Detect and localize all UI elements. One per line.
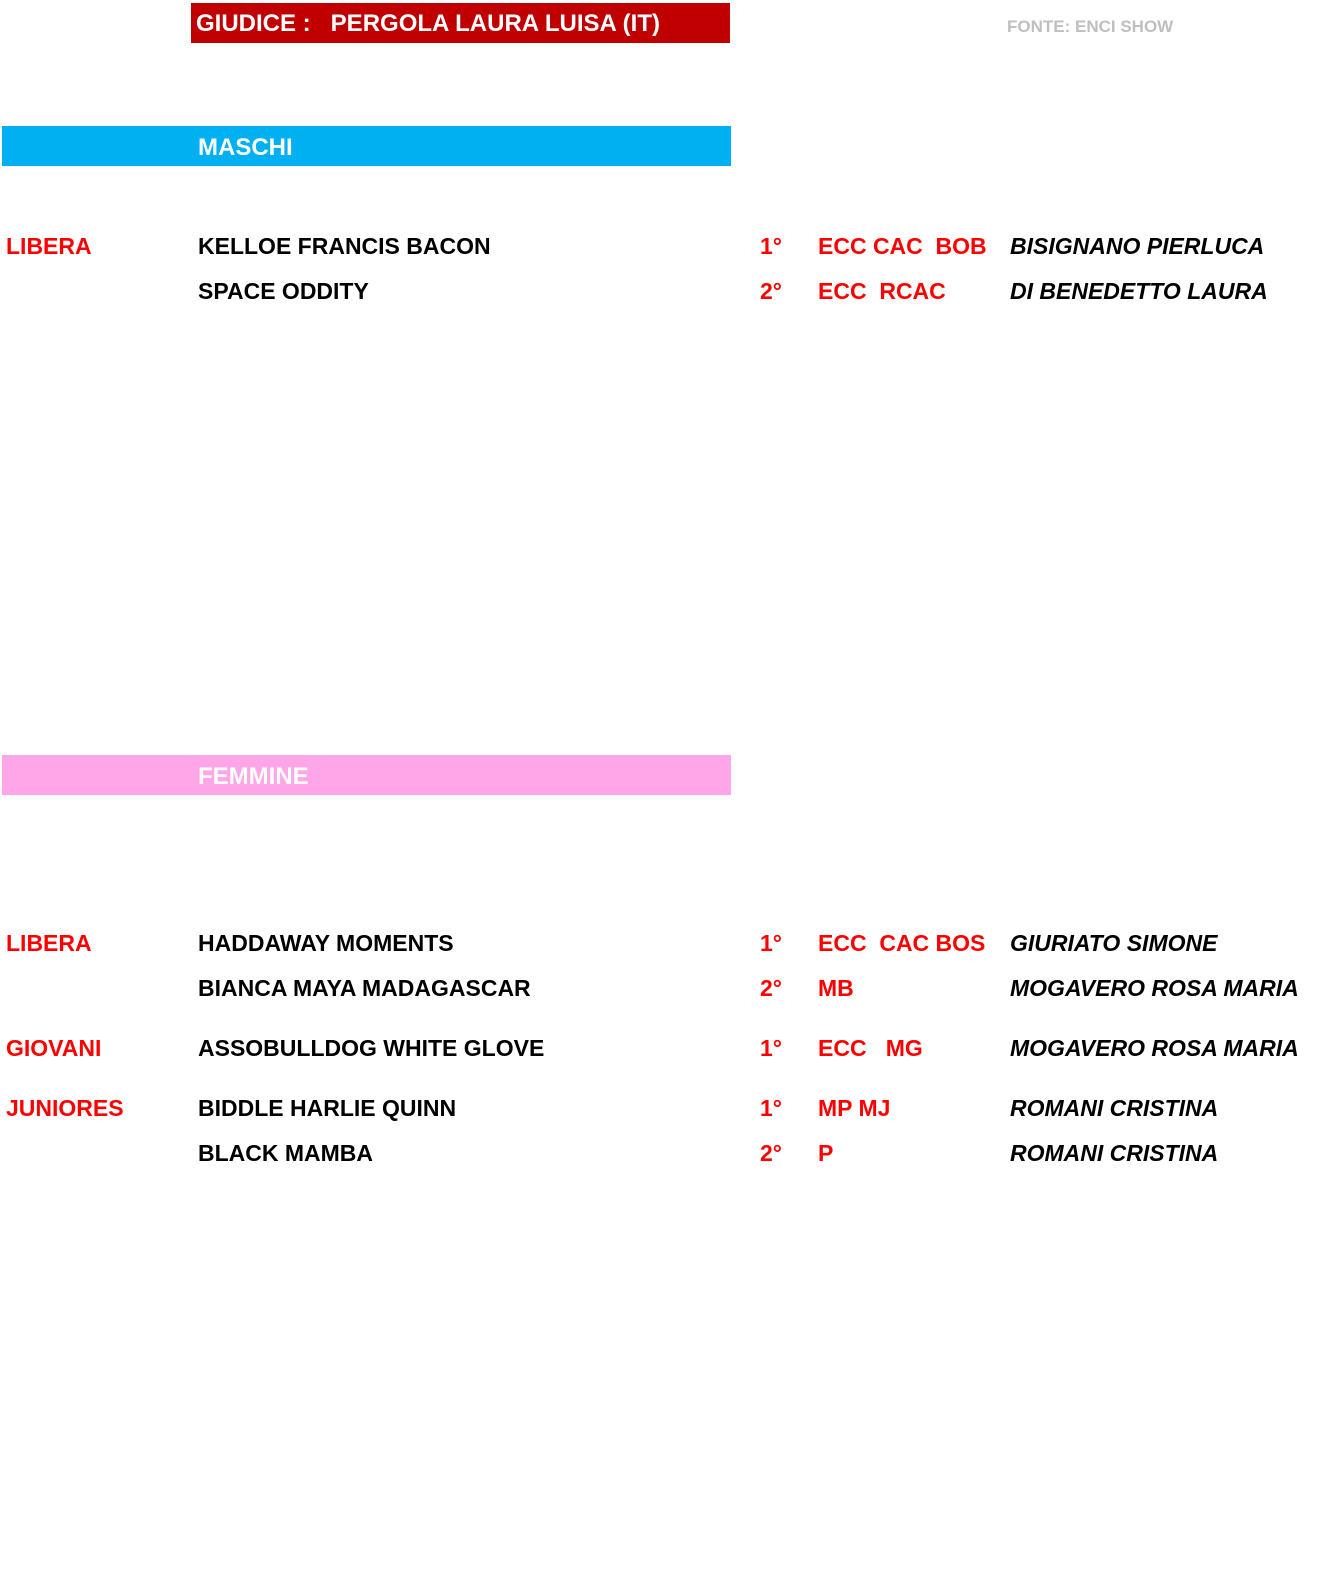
dog-name: HADDAWAY MOMENTS	[198, 930, 454, 956]
class-label: JUNIORES	[6, 1095, 124, 1121]
placement: 1°	[760, 1095, 782, 1121]
placement: 1°	[760, 930, 782, 956]
owner-name: ROMANI CRISTINA	[1010, 1140, 1219, 1166]
dog-name: BIANCA MAYA MADAGASCAR	[198, 975, 531, 1001]
owner-name: GIURIATO SIMONE	[1010, 930, 1218, 956]
owner-name: MOGAVERO ROSA MARIA	[1010, 975, 1299, 1001]
grade-awards: MB	[818, 975, 854, 1001]
result-row-femmine-2	[0, 973, 1318, 1003]
placement: 1°	[760, 1035, 782, 1061]
grade-awards: ECC CAC BOS	[818, 930, 986, 956]
grade-awards: ECC MG	[818, 1035, 923, 1061]
result-row-maschi-1	[0, 231, 1318, 261]
class-label: GIOVANI	[6, 1035, 102, 1061]
dog-name: KELLOE FRANCIS BACON	[198, 233, 491, 259]
placement: 2°	[760, 278, 782, 304]
result-row-femmine-3	[0, 1033, 1318, 1063]
judge-header: GIUDICE : PERGOLA LAURA LUISA (IT)	[191, 3, 730, 43]
grade-awards: ECC CAC BOB	[818, 233, 987, 259]
owner-name: BISIGNANO PIERLUCA	[1010, 233, 1265, 259]
grade-awards: ECC RCAC	[818, 278, 946, 304]
class-label: LIBERA	[6, 930, 92, 956]
dog-name: SPACE ODDITY	[198, 278, 369, 304]
dog-name: BLACK MAMBA	[198, 1140, 374, 1166]
maschi-section-header: MASCHI	[2, 126, 731, 166]
result-row-femmine-1	[0, 928, 1318, 958]
source-label: FONTE: ENCI SHOW	[1007, 17, 1174, 36]
result-row-maschi-2	[0, 276, 1318, 306]
placement: 2°	[760, 1140, 782, 1166]
placement: 1°	[760, 233, 782, 259]
dog-name: ASSOBULLDOG WHITE GLOVE	[198, 1035, 545, 1061]
owner-name: ROMANI CRISTINA	[1010, 1095, 1219, 1121]
result-row-femmine-5	[0, 1138, 1318, 1168]
placement: 2°	[760, 975, 782, 1001]
grade-awards: P	[818, 1140, 834, 1166]
result-row-femmine-4	[0, 1093, 1318, 1123]
owner-name: DI BENEDETTO LAURA	[1010, 278, 1268, 304]
owner-name: MOGAVERO ROSA MARIA	[1010, 1035, 1299, 1061]
grade-awards: MP MJ	[818, 1095, 891, 1121]
femmine-section-header: FEMMINE	[2, 755, 731, 795]
class-label: LIBERA	[6, 233, 92, 259]
dog-name: BIDDLE HARLIE QUINN	[198, 1095, 457, 1121]
